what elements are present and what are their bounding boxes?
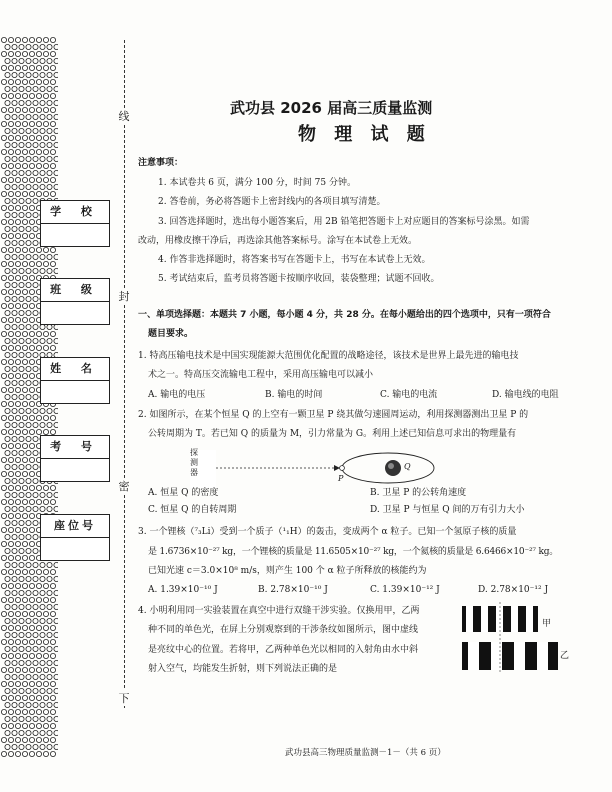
name-field[interactable]: [41, 381, 109, 403]
class-label: 班 级: [41, 279, 109, 302]
binding-char-xian: 线: [118, 110, 130, 123]
fringe-band: [496, 606, 503, 632]
q3-option-d: D. 2.78×10⁻¹² J: [478, 585, 549, 595]
fringe-band: [511, 606, 518, 632]
q1-option-d: D. 输电线的电阻: [492, 390, 559, 400]
exam-number-box: [40, 435, 110, 482]
notice-item: 4. 作答非选择题时，将答案书写在答题卡上，书写在本试卷上无效。: [158, 255, 431, 265]
school-label: 学 校: [41, 201, 109, 224]
exam-title: 武功县 2026 届高三质量监测: [230, 99, 433, 117]
q2-q-label: Q: [404, 462, 411, 471]
q4-label-yi: 乙: [560, 651, 570, 661]
q4-stem-cont: 种不同的单色光，在屏上分别观察到的干涉条纹如图所示，图中虚线: [148, 625, 419, 635]
exam-number-label: 考 号: [41, 436, 109, 459]
fringe-band: [526, 606, 533, 632]
q3-stem-cont2: 已知光速 c＝3.0×10⁸ m/s，则产生 100 个 α 粒子所释放的核能约为: [148, 566, 427, 576]
q2-orbit-figure: [188, 446, 448, 492]
q1-option-c: C. 输电的电流: [380, 390, 438, 400]
q3-stem-cont: 是 1.6736×10⁻²⁷ kg，一个锂核的质量是 11.6505×10⁻²⁷ kg，一个氦核的质量是 6.6466×10⁻²⁷ kg。: [148, 547, 559, 557]
seat-number-box: [40, 514, 110, 561]
page-footer: 武功县高三物理质量监测－1－（共 6 页）: [285, 748, 446, 758]
q2-stem-cont: 公转周期为 T。若已知 Q 的质量为 M，引力常量为 G。利用上述已知信息可求出的物理量有: [148, 429, 517, 439]
q2-option-a: A. 恒星 Q 的密度: [148, 488, 219, 498]
fringe-band: [491, 642, 502, 670]
seat-number-label: 座位号: [41, 515, 109, 538]
q3-option-c: C. 1.39×10⁻¹² J: [370, 585, 440, 595]
section-heading: 一、单项选择题：本题共 7 小题，每小题 4 分，共 28 分。在每小题给出的四个选项中，只有一项符合: [138, 310, 551, 320]
q2-stem: 2. 如图所示，在某个恒星 Q 的上空有一颗卫星 P 绕其做匀速圆周运动，利用探测器测出卫星 P 的: [138, 410, 529, 420]
q1-option-b: B. 输电的时间: [265, 390, 323, 400]
q1-stem: 1. 特高压输电技术是中国实现能源大范围优化配置的战略途径，该技术是世界上最先进的输电技: [138, 351, 519, 361]
fringe-band: [514, 642, 525, 670]
q4-stem-cont: 射入空气，均能发生折射，则下列说法正确的是: [148, 664, 338, 674]
q4-fringe-figure: [462, 602, 572, 674]
name-box: [40, 357, 110, 404]
q3-option-a: A. 1.39×10⁻¹⁰ J: [148, 585, 218, 595]
school-box: [40, 200, 110, 247]
binding-char-feng: 封: [118, 290, 130, 303]
q3-option-b: B. 2.78×10⁻¹⁰ J: [258, 585, 328, 595]
section-heading-cont: 题目要求。: [148, 329, 194, 339]
q4-stem: 4. 小明利用同一实验装置在真空中进行双缝干涉实验。仅换用甲，乙两: [138, 606, 420, 616]
notice-item: 5. 考试结束后，监考员将答题卡按顺序收回，装袋整理；试题不回收。: [158, 274, 440, 284]
q4-label-jia: 甲: [542, 619, 552, 629]
q1-stem-cont: 术之一。特高压交流输电工程中，采用高压输电可以减小: [148, 370, 374, 380]
class-box: [40, 278, 110, 325]
fringe-band: [481, 606, 488, 632]
fringe-band: [466, 606, 473, 632]
q2-detector-label: 探测器: [190, 448, 198, 477]
q2-p-label: P: [338, 474, 344, 483]
seat-number-field[interactable]: [41, 538, 109, 560]
q1-option-a: A. 输电的电压: [148, 390, 206, 400]
exam-number-field[interactable]: [41, 459, 109, 481]
notice-item: 改动，用橡皮擦干净后，再选涂其他答案标号。涂写在本试卷上无效。: [138, 236, 418, 246]
name-label: 姓 名: [41, 358, 109, 381]
notice-item: 2. 答卷前，务必将答题卡上密封线内的各项目填写清楚。: [158, 197, 386, 207]
class-field[interactable]: [41, 302, 109, 324]
q2-option-c: C. 恒星 Q 的自转周期: [148, 505, 237, 515]
q4-stem-cont: 是亮纹中心的位置。若将甲，乙两种单色光以相同的入射角由水中斜: [148, 645, 419, 655]
notice-item: 3. 回答选择题时，选出每小题答案后，用 2B 铅笔把答题卡上对应题目的答案标号涂黑。如需: [158, 217, 530, 227]
exam-subject: 物 理 试 题: [298, 124, 431, 145]
binding-dashed-line: [124, 40, 125, 708]
binding-char-mi: 密: [118, 480, 130, 493]
notice-item: 1. 本试卷共 6 页，满分 100 分，时间 75 分钟。: [158, 178, 356, 188]
notice-heading: 注意事项：: [138, 158, 184, 168]
q3-stem: 3. 一个锂核（⁷₃Li）受到一个质子（¹₁H）的轰击，变成两个 α 粒子。已知一个氢原子核的质量: [138, 527, 517, 537]
school-field[interactable]: [41, 224, 109, 246]
q2-option-b: B. 卫星 P 的公转角速度: [370, 488, 467, 498]
fringe-band: [468, 642, 479, 670]
q2-option-d: D. 卫星 P 与恒星 Q 间的万有引力大小: [370, 505, 525, 515]
fringe-band: [537, 642, 548, 670]
binding-char-xia: 下: [118, 692, 130, 705]
